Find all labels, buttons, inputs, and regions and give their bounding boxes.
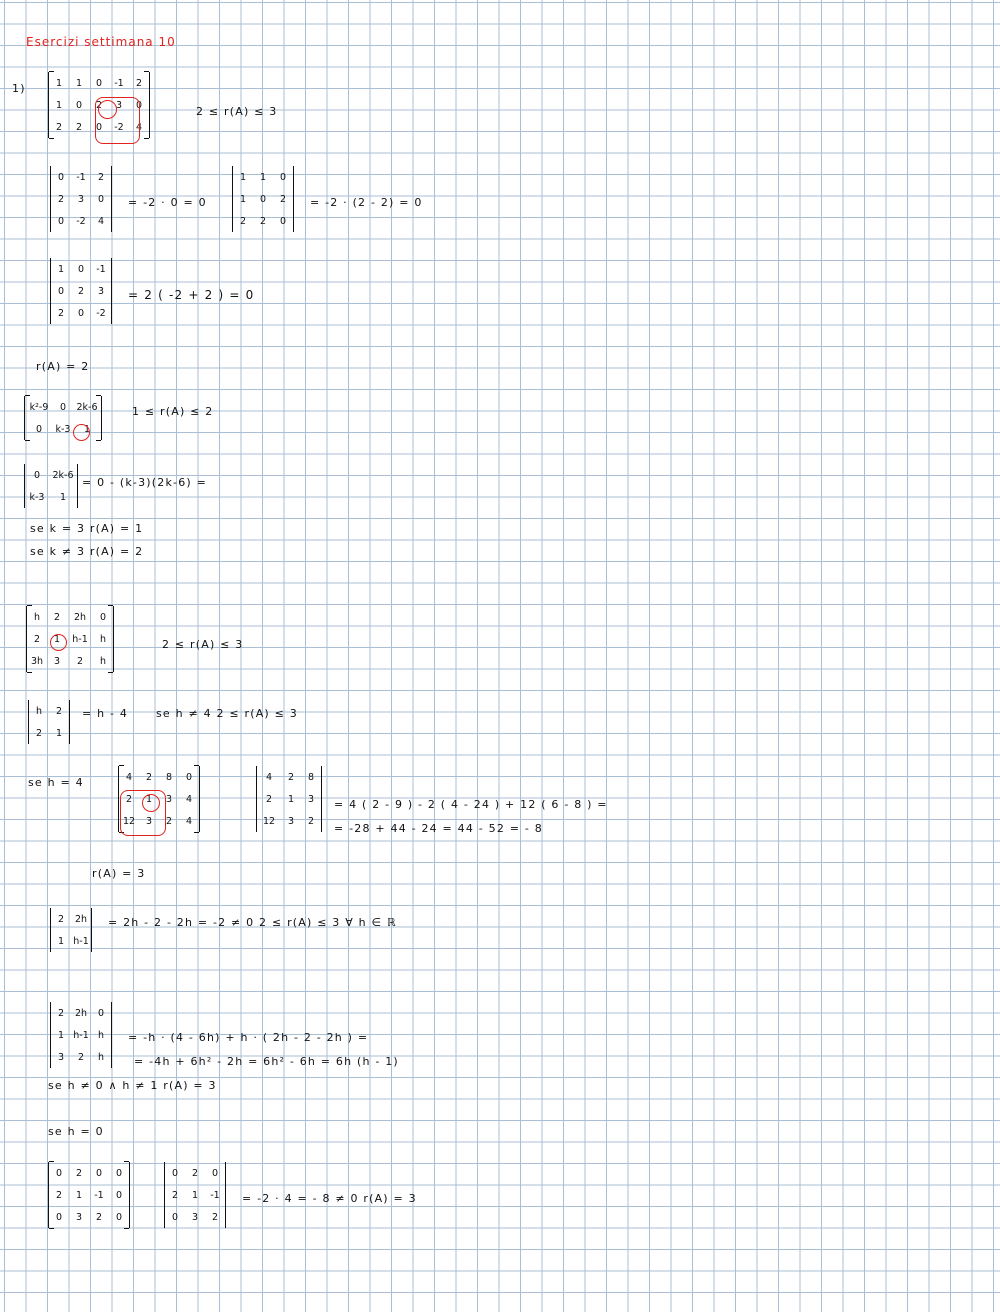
exercise-number: 1) — [12, 82, 26, 95]
determinant-k — [24, 464, 78, 508]
matrix-cell: 0 — [57, 171, 65, 183]
matrix-cell: 2 — [211, 1211, 219, 1223]
determinant-h — [28, 700, 70, 744]
matrix-cell: 4 — [185, 793, 193, 805]
determinant-result: = 2 ( -2 + 2 ) = 0 — [128, 288, 255, 302]
determinant-result: = -2 · 4 = - 8 ≠ 0 r(A) = 3 — [242, 1192, 417, 1205]
matrix-cell: h — [35, 705, 43, 717]
matrix-cell: -2 — [96, 307, 106, 319]
determinant-result: = h - 4 — [82, 707, 129, 720]
rank-result: r(A) = 3 — [92, 867, 146, 880]
matrix-cell: 0 — [57, 215, 65, 227]
page-title: Esercizi settimana 10 — [26, 35, 176, 49]
determinant-2x2-h — [50, 908, 92, 952]
matrix-cell: 4 — [135, 121, 143, 133]
matrix-cell: 0 — [77, 307, 85, 319]
matrix-cell: 1 — [57, 935, 65, 947]
matrix-cell: -1 — [114, 77, 124, 89]
matrix-cell: 1 — [191, 1189, 199, 1201]
determinant-result: = 2h - 2 - 2h = -2 ≠ 0 2 ≤ r(A) ≤ 3 ∀ h ∈ ℝ — [108, 916, 397, 929]
matrix-cell: 0 — [55, 1211, 63, 1223]
matrix-cell: 1 — [55, 99, 63, 111]
matrix-cell: 2 — [53, 611, 61, 623]
determinant-h0 — [164, 1162, 226, 1228]
rank-range: 1 ≤ r(A) ≤ 2 — [132, 405, 214, 418]
matrix-cell: -1 — [94, 1189, 104, 1201]
matrix-cell: 1 — [53, 633, 61, 645]
matrix-cell: 1 — [57, 1029, 65, 1041]
matrix-cell: 1 — [59, 491, 67, 503]
matrix-cell: -2 — [114, 121, 124, 133]
matrix-cell: 2h — [74, 913, 88, 925]
matrix-cell: k-3 — [29, 491, 45, 503]
matrix-cell: h — [97, 1051, 105, 1063]
matrix-cell: 2 — [145, 771, 153, 783]
pivot-circle — [50, 634, 67, 651]
determinant-result: = 0 - (k-3)(2k-6) = — [82, 476, 208, 489]
matrix-A3 — [26, 606, 114, 672]
matrix-cell: 0 — [35, 423, 43, 435]
determinant-result: = -h · (4 - 6h) + h · ( 2h - 2 - 2h ) = — [128, 1031, 369, 1044]
matrix-cell: 1 — [55, 77, 63, 89]
case-label: se h = 4 — [28, 776, 84, 789]
condition-line: se h ≠ 0 ∧ h ≠ 1 r(A) = 3 — [48, 1079, 217, 1092]
matrix-cell: 3 — [191, 1211, 199, 1223]
matrix-cell: 2 — [57, 193, 65, 205]
matrix-cell: 0 — [185, 771, 193, 783]
determinant-h4 — [256, 766, 322, 832]
matrix-cell: h — [99, 633, 107, 645]
matrix-cell: 8 — [165, 771, 173, 783]
matrix-cell: h — [33, 611, 41, 623]
determinant-result: = -2 · 0 = 0 — [128, 196, 207, 209]
matrix-cell: 1 — [259, 171, 267, 183]
matrix-cell: h-1 — [73, 935, 89, 947]
determinant-2 — [232, 166, 294, 232]
matrix-cell: 2 — [95, 1211, 103, 1223]
matrix-cell: 2 — [171, 1189, 179, 1201]
determinant-1 — [50, 166, 112, 232]
matrix-cell: h-1 — [72, 633, 88, 645]
matrix-cell: 1 — [57, 263, 65, 275]
determinant-3 — [50, 258, 112, 324]
matrix-cell: -1 — [96, 263, 106, 275]
matrix-cell: 2k-6 — [76, 401, 98, 413]
matrix-cell: 2 — [165, 815, 173, 827]
matrix-cell: 8 — [307, 771, 315, 783]
determinant-result: = -28 + 44 - 24 = 44 - 52 = - 8 — [334, 822, 543, 835]
matrix-cell: 0 — [115, 1189, 123, 1201]
matrix-cell: 4 — [125, 771, 133, 783]
matrix-cell: 1 — [287, 793, 295, 805]
matrix-cell: 1 — [239, 171, 247, 183]
matrix-cell: 0 — [115, 1211, 123, 1223]
matrix-cell: 2 — [279, 193, 287, 205]
matrix-cell: 2 — [75, 121, 83, 133]
matrix-cell: 2 — [125, 793, 133, 805]
matrix-cell: 2 — [33, 633, 41, 645]
matrix-cell: 0 — [59, 401, 67, 413]
matrix-cell: 2 — [76, 655, 84, 667]
matrix-cell: 1 — [145, 793, 153, 805]
matrix-cell: 0 — [95, 77, 103, 89]
minor-highlight-box — [120, 790, 166, 836]
matrix-cell: 2 — [55, 121, 63, 133]
matrix-cell: 3h — [30, 655, 44, 667]
matrix-cell: 0 — [171, 1167, 179, 1179]
matrix-cell: -2 — [76, 215, 86, 227]
matrix-cell: 3 — [97, 285, 105, 297]
matrix-cell: 0 — [77, 263, 85, 275]
matrix-cell: 2 — [259, 215, 267, 227]
case-line: se k = 3 r(A) = 1 — [30, 522, 144, 535]
matrix-cell: 0 — [55, 1167, 63, 1179]
rank-range: 2 ≤ r(A) ≤ 3 — [196, 105, 278, 118]
matrix-cell: 0 — [259, 193, 267, 205]
matrix-cell: 4 — [97, 215, 105, 227]
matrix-cell: 0 — [97, 193, 105, 205]
determinant-result: = 4 ( 2 - 9 ) - 2 ( 4 - 24 ) + 12 ( 6 - 8 ) = — [334, 798, 608, 811]
matrix-cell: 1 — [239, 193, 247, 205]
matrix-cell: 3 — [57, 1051, 65, 1063]
matrix-A2 — [24, 396, 102, 440]
matrix-cell: -1 — [210, 1189, 220, 1201]
matrix-cell: -1 — [76, 171, 86, 183]
matrix-cell: 2 — [265, 793, 273, 805]
matrix-cell: 2 — [75, 1167, 83, 1179]
matrix-cell: h — [97, 1029, 105, 1041]
rank-range: 2 ≤ r(A) ≤ 3 — [162, 638, 244, 651]
matrix-cell: 0 — [171, 1211, 179, 1223]
matrix-cell: 2k-6 — [52, 469, 74, 481]
matrix-cell: 2 — [191, 1167, 199, 1179]
rank-result: r(A) = 2 — [36, 360, 90, 373]
matrix-A-h0 — [48, 1162, 130, 1228]
matrix-cell: 0 — [99, 611, 107, 623]
matrix-cell: 0 — [97, 1007, 105, 1019]
matrix-cell: 2 — [35, 727, 43, 739]
matrix-cell: 0 — [279, 215, 287, 227]
matrix-cell: 3 — [53, 655, 61, 667]
matrix-cell: 12 — [262, 815, 276, 827]
matrix-cell: 2 — [95, 99, 103, 111]
matrix-cell: 12 — [122, 815, 136, 827]
matrix-cell: 2 — [239, 215, 247, 227]
matrix-cell: 3 — [287, 815, 295, 827]
matrix-cell: 0 — [279, 171, 287, 183]
matrix-cell: 2 — [307, 815, 315, 827]
matrix-cell: 2h — [74, 1007, 88, 1019]
matrix-cell: 1 — [83, 423, 91, 435]
matrix-cell: 2 — [57, 913, 65, 925]
matrix-cell: 1 — [75, 77, 83, 89]
matrix-cell: 0 — [135, 99, 143, 111]
minor-highlight-box — [95, 97, 140, 144]
case-line: se k ≠ 3 r(A) = 2 — [30, 545, 144, 558]
matrix-cell: 3 — [75, 1211, 83, 1223]
matrix-cell: 3 — [165, 793, 173, 805]
matrix-cell: 0 — [95, 1167, 103, 1179]
matrix-cell: 3 — [307, 793, 315, 805]
matrix-cell: 0 — [95, 121, 103, 133]
matrix-cell: 2 — [57, 307, 65, 319]
matrix-cell: 3 — [115, 99, 123, 111]
determinant-result: = -2 · (2 - 2) = 0 — [310, 196, 423, 209]
matrix-cell: 0 — [33, 469, 41, 481]
matrix-cell: 0 — [75, 99, 83, 111]
matrix-cell: 0 — [211, 1167, 219, 1179]
matrix-cell: 2 — [287, 771, 295, 783]
matrix-cell: h — [99, 655, 107, 667]
matrix-cell: 3 — [77, 193, 85, 205]
pivot-circle — [73, 424, 90, 441]
matrix-cell: 2 — [97, 171, 105, 183]
matrix-cell: 2 — [57, 1007, 65, 1019]
matrix-cell: 2 — [135, 77, 143, 89]
matrix-cell: 2 — [55, 1189, 63, 1201]
matrix-cell: 3 — [145, 815, 153, 827]
matrix-cell: h-1 — [73, 1029, 89, 1041]
matrix-cell: 2h — [73, 611, 87, 623]
condition-line: se h ≠ 4 2 ≤ r(A) ≤ 3 — [156, 707, 298, 720]
matrix-cell: 4 — [265, 771, 273, 783]
matrix-cell: 2 — [77, 285, 85, 297]
matrix-cell: 2 — [55, 705, 63, 717]
matrix-cell: 1 — [55, 727, 63, 739]
determinant-3x3-h — [50, 1002, 112, 1068]
matrix-cell: 0 — [115, 1167, 123, 1179]
matrix-cell: 4 — [185, 815, 193, 827]
determinant-result: = -4h + 6h² - 2h = 6h² - 6h = 6h (h - 1) — [134, 1055, 399, 1068]
matrix-cell: 1 — [75, 1189, 83, 1201]
matrix-cell: 0 — [57, 285, 65, 297]
case-label: se h = 0 — [48, 1125, 104, 1138]
matrix-cell: 2 — [77, 1051, 85, 1063]
matrix-cell: k²-9 — [29, 401, 49, 413]
matrix-cell: k-3 — [55, 423, 71, 435]
